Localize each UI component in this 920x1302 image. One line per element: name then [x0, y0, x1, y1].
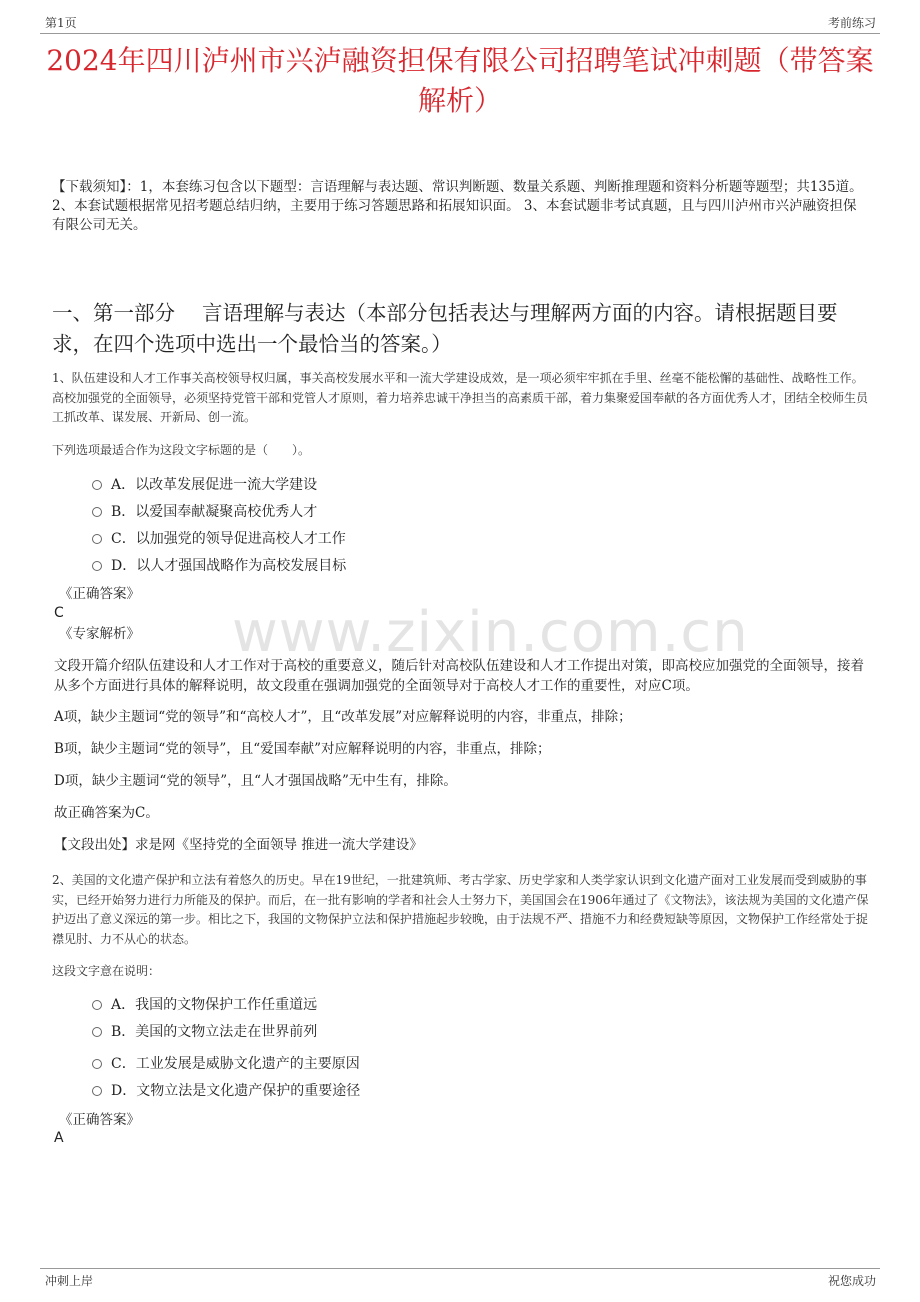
q2-option-b-text: B．美国的文物立法走在世界前列 [111, 1024, 318, 1040]
q1-option-a[interactable] [92, 475, 317, 495]
radio-icon[interactable] [92, 534, 102, 544]
q2-option-b[interactable] [92, 1022, 317, 1042]
q2-answer: A [54, 1130, 64, 1146]
q1-option-b-text: B．以爱国奉献凝聚高校优秀人才 [111, 504, 318, 520]
q1-analysis-b: B项，缺少主题词“党的领导”，且“爱国奉献”对应解释说明的内容，非重点，排除； [54, 741, 551, 757]
q1-analysis-summary: 文段开篇介绍队伍建设和人才工作对于高校的重要意义，随后针对高校队伍建设和人才工作提出对策，即高校应加强党的全面领导，接着从多个方面进行具体的解释说明，故文段重在强调加强党的全面领导对于高校人才工作的重要性，对应C项。 [54, 658, 864, 694]
radio-icon[interactable] [92, 561, 102, 571]
watermark: www.zixin.com.cn [232, 600, 749, 665]
q2-option-a-text: A．我国的文物保护工作任重道远 [111, 997, 318, 1013]
header-rule [40, 33, 880, 34]
q1-stem: 1、队伍建设和人才工作事关高校领导权归属，事关高校发展水平和一流大学建设成效，是一项必须牢牢抓在手里、丝毫不能松懈的基础性、战略性工作。高校加强党的全面领导，必须坚持党管干部和党管人才原则，着力培养忠诚干净担当的高素质干部，着力集聚爱国奉献的各方面优秀人才，团结全校师生员工抓改革、谋发展、开新局、创一流。 [52, 371, 869, 424]
section-heading: 一、第一部分 言语理解与表达（本部分包括表达与理解两方面的内容。请根据题目要求，在四个选项中选出一个最恰当的答案。） [52, 301, 838, 356]
q1-option-d[interactable] [92, 556, 346, 576]
q2-answer-label: 《正确答案》 [59, 1112, 140, 1128]
q2-option-d-text: D．文物立法是文化遗产保护的重要途径 [111, 1083, 361, 1099]
q1-analysis-d: D项，缺少主题词“党的领导”，且“人才强国战略”无中生有，排除。 [54, 773, 457, 789]
q2-question: 这段文字意在说明： [52, 964, 161, 978]
header-tag: 考前练习 [827, 16, 876, 30]
q2-option-d[interactable] [92, 1081, 360, 1101]
q1-analysis-label: 《专家解析》 [59, 626, 140, 642]
radio-icon[interactable] [92, 1086, 102, 1096]
q1-option-b[interactable] [92, 502, 317, 522]
q2-stem: 2、美国的文化遗产保护和立法有着悠久的历史。早在19世纪，一批建筑师、考古学家、历史学家和人类学家认识到文化遗产面对工业发展而受到威胁的事实，已经开始努力进行力所能及的保护。而后，在一批有影响的学者和社会人士努力下，美国国会在1906年通过了《文物法》，该法规为美国的文化遗产保护迈出了意义深远的第一步。相比之下，我国的文物保护立法和保护措施起步较晚，由于法规不严、措施不力和经费短缺等原因，文物保护工作经常处于捉襟见肘、力不从心的状态。 [52, 873, 869, 946]
q2-option-a[interactable] [92, 995, 317, 1015]
q1-question: 下列选项最适合作为这段文字标题的是（ ）。 [52, 443, 311, 457]
q1-answer-label: 《正确答案》 [59, 586, 140, 602]
q1-option-d-text: D．以人才强国战略作为高校发展目标 [111, 558, 347, 574]
footer-rule [40, 1268, 880, 1269]
q1-option-a-text: A．以改革发展促进一流大学建设 [111, 477, 318, 493]
q2-option-c-text: C．工业发展是威胁文化遗产的主要原因 [111, 1056, 360, 1072]
download-notice: 【下载须知】：1，本套练习包含以下题型：言语理解与表达题、常识判断题、数量关系题、判断推理题和资料分析题等题型；共135道。 2、本套试题根据常见招考题总结归纳，主要用于练习答题思路和拓展知识面。 3、本套试题非考试真题，且与四川泸州市兴泸融资担保有限公司无关。 [52, 179, 863, 233]
q1-analysis-a: A项，缺少主题词“党的领导”和“高校人才”，且“改革发展”对应解释说明的内容，非重点，排除； [54, 709, 632, 725]
q1-option-c[interactable] [92, 529, 346, 549]
q1-source: 【文段出处】求是网《坚持党的全面领导 推进一流大学建设》 [54, 837, 423, 853]
footer-right: 祝您成功 [827, 1274, 876, 1288]
q1-analysis-conclusion: 故正确答案为C。 [54, 805, 159, 821]
radio-icon[interactable] [92, 480, 102, 490]
page-number: 第1页 [45, 16, 77, 30]
q2-option-c[interactable] [92, 1054, 360, 1074]
radio-icon[interactable] [92, 1059, 102, 1069]
q1-option-c-text: C．以加强党的领导促进高校人才工作 [111, 531, 346, 547]
footer-left: 冲刺上岸 [45, 1274, 94, 1288]
radio-icon[interactable] [92, 1000, 102, 1010]
document-title: 2024年四川泸州市兴泸融资担保有限公司招聘笔试冲刺题（带答案解析） [46, 44, 874, 117]
radio-icon[interactable] [92, 507, 102, 517]
radio-icon[interactable] [92, 1027, 102, 1037]
q1-answer: C [54, 605, 64, 621]
